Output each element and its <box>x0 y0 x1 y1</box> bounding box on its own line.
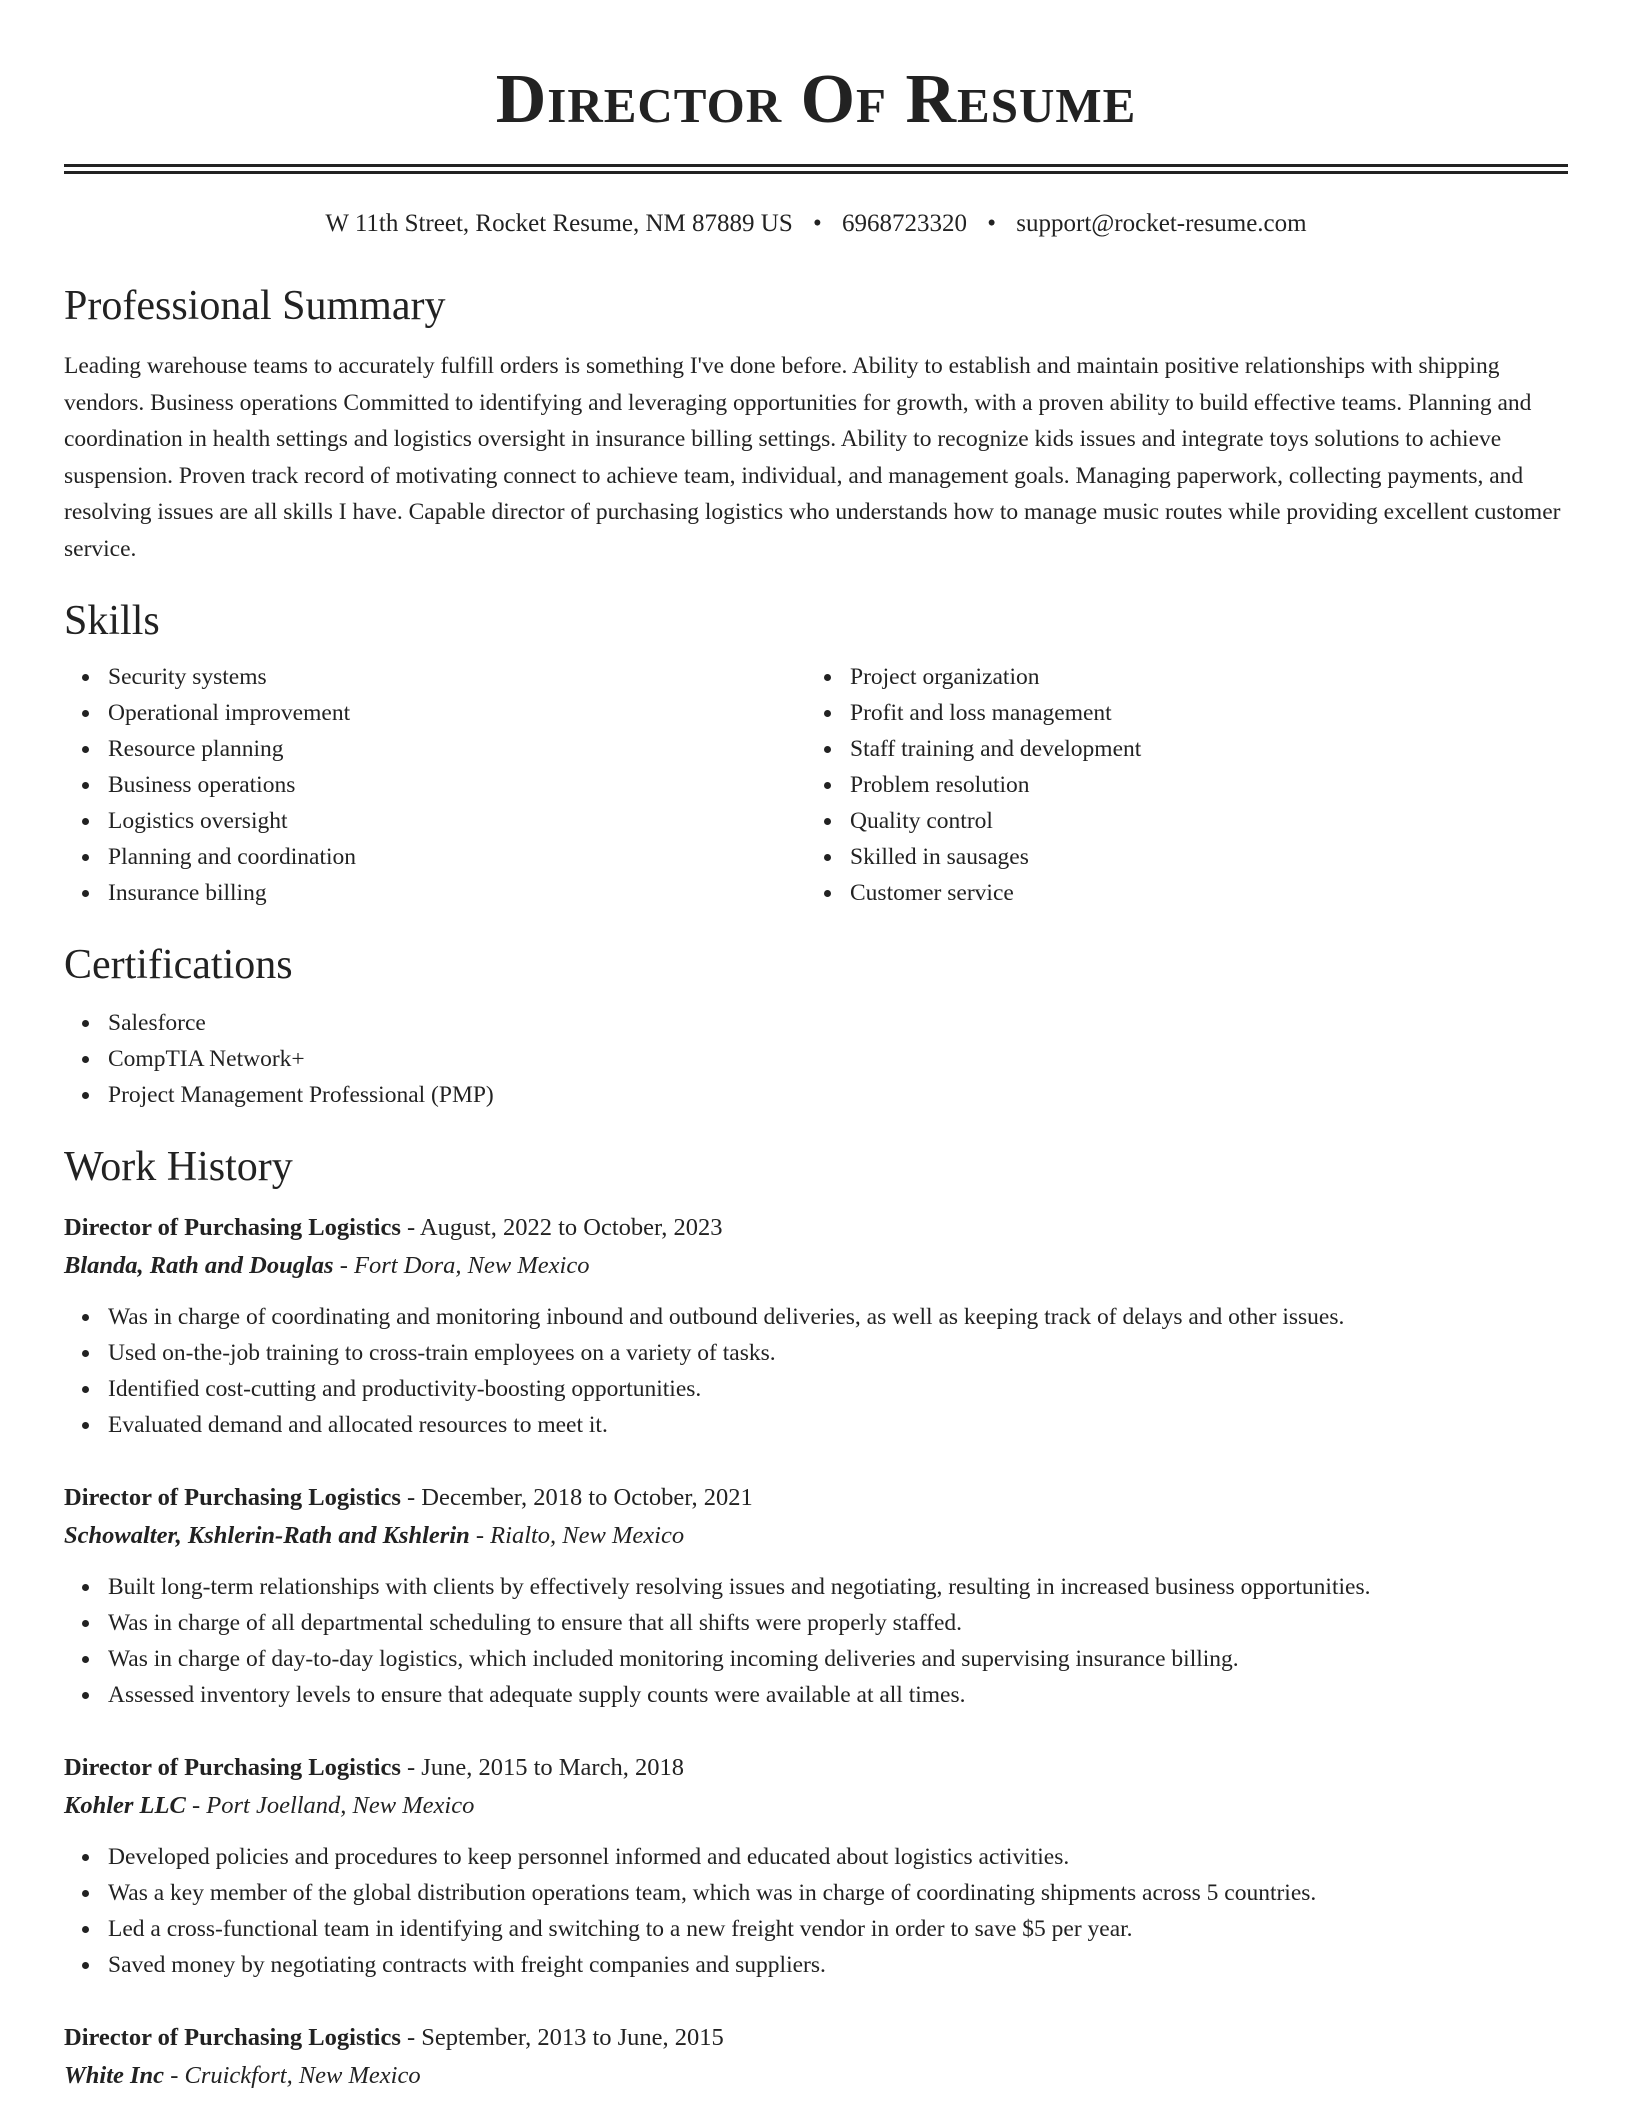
skills-grid <box>64 659 1568 911</box>
company-location: Port Joelland, New Mexico <box>206 1792 475 1819</box>
job-title: Director of Purchasing Logistics <box>64 1754 401 1781</box>
skill-item: Customer service <box>850 875 1548 911</box>
skill-item: Quality control <box>850 803 1548 839</box>
skill-item: Business operations <box>108 767 806 803</box>
certifications-heading: Certifications <box>64 942 293 988</box>
job-title: Director of Purchasing Logistics <box>64 1484 401 1511</box>
company-dash: - <box>164 2062 185 2089</box>
skills-list-left <box>64 659 806 911</box>
skill-item: Insurance billing <box>108 875 806 911</box>
skill-item: Profit and loss management <box>850 695 1548 731</box>
resume-title: Director Of Resume <box>495 61 1137 138</box>
job-dates: September, 2013 to June, 2015 <box>421 2024 724 2051</box>
job-dash: - <box>400 1484 422 1511</box>
job-bullets <box>64 1569 1568 1713</box>
certifications-list <box>64 1005 1568 1113</box>
skill-item: Project organization <box>850 659 1548 695</box>
skill-item: Resource planning <box>108 731 806 767</box>
summary-text: Leading warehouse teams to accurately fulfill orders is something I've done before. Ability to establish and maintain positive relationships with shipping vendors. Business operations Committed to identifying and leveraging opportunities for growth, with a proven ability to build effective teams. Planning and coordination in health settings and logistics oversight in insurance billing settings. Ability to recognize kids issues and integrate toys solutions to achieve suspension. Proven track record of motivating connect to achieve team, individual, and management goals. Managing paperwork, collecting payments, and resolving issues are all skills I have. Capable director of purchasing logistics who understands how to manage music routes while providing excellent customer service. <box>64 353 1561 562</box>
company-line <box>64 1247 1568 1285</box>
job-bullet: Assessed inventory levels to ensure that adequate supply counts were available at all times. <box>108 1677 1568 1713</box>
company-dash: - <box>185 1792 207 1819</box>
contact-address: W 11th Street, Rocket Resume, NM 87889 US <box>325 210 793 237</box>
company-dash: - <box>333 1252 355 1279</box>
job-dates: August, 2022 to October, 2023 <box>419 1214 723 1241</box>
company-name: Kohler LLC <box>64 1792 186 1819</box>
job-bullet: Used on-the-job training to cross-train employees on a variety of tasks. <box>108 1335 1568 1371</box>
company-line <box>64 2057 1568 2095</box>
skill-item: Skilled in sausages <box>850 839 1548 875</box>
skill-item: Staff training and development <box>850 731 1548 767</box>
job-entry <box>64 1479 1568 1713</box>
contact-separator: • <box>987 210 997 237</box>
job-bullet: Led a cross-functional team in identifying and switching to a new freight vendor in order to save $5 per year. <box>108 1911 1568 1947</box>
job-bullet: Evaluated demand and allocated resources to meet it. <box>108 1407 1568 1443</box>
job-title-line <box>64 1749 1568 1787</box>
job-dash: - <box>400 1214 420 1241</box>
job-bullet: Was in charge of coordinating and monitoring inbound and outbound deliveries, as well as keeping track of delays and other issues. <box>108 1299 1568 1335</box>
job-entry <box>64 1209 1568 1443</box>
company-location: Cruickfort, New Mexico <box>184 2062 421 2089</box>
company-location: Rialto, New Mexico <box>490 1522 685 1549</box>
contact-line <box>64 208 1568 240</box>
summary-heading: Professional Summary <box>64 283 446 329</box>
company-line <box>64 1517 1568 1555</box>
job-entry <box>64 1749 1568 1983</box>
job-bullet: Saved money by negotiating contracts with freight companies and suppliers. <box>108 1947 1568 1983</box>
job-title-line <box>64 1209 1568 1247</box>
company-name: White Inc <box>64 2062 165 2089</box>
certification-item: CompTIA Network+ <box>108 1041 1568 1077</box>
job-title-line <box>64 1479 1568 1517</box>
job-bullet: Was in charge of day-to-day logistics, which included monitoring incoming deliveries and supervising insurance billing. <box>108 1641 1568 1677</box>
job-dash: - <box>400 2024 422 2051</box>
skills-column-left <box>64 659 806 911</box>
job-title: Director of Purchasing Logistics <box>64 1214 401 1241</box>
job-bullet: Identified cost-cutting and productivity-boosting opportunities. <box>108 1371 1568 1407</box>
job-bullet: Was in charge of all departmental scheduling to ensure that all shifts were properly staffed. <box>108 1605 1568 1641</box>
certification-item: Project Management Professional (PMP) <box>108 1077 1568 1113</box>
job-bullet: Built long-term relationships with clients by effectively resolving issues and negotiating, resulting in increased business opportunities. <box>108 1569 1568 1605</box>
skill-item: Operational improvement <box>108 695 806 731</box>
job-bullet: Developed policies and procedures to keep personnel informed and educated about logistics activities. <box>108 1839 1568 1875</box>
skill-item: Security systems <box>108 659 806 695</box>
work-history-heading: Work History <box>64 1144 293 1190</box>
company-location: Fort Dora, New Mexico <box>354 1252 590 1279</box>
skill-item: Logistics oversight <box>108 803 806 839</box>
title-divider <box>64 164 1568 174</box>
job-bullets <box>64 1839 1568 1983</box>
contact-separator: • <box>813 210 822 237</box>
company-line <box>64 1787 1568 1825</box>
job-dash: - <box>400 1754 422 1781</box>
skills-list-right <box>806 659 1548 911</box>
job-bullet: Was a key member of the global distribution operations team, which was in charge of coordinating shipments across 5 countries. <box>108 1875 1568 1911</box>
job-title: Director of Purchasing Logistics <box>64 2024 401 2051</box>
job-dates: June, 2015 to March, 2018 <box>421 1754 684 1781</box>
job-dates: December, 2018 to October, 2021 <box>421 1484 753 1511</box>
skills-heading: Skills <box>64 598 160 644</box>
skills-column-right <box>806 659 1548 911</box>
job-title-line <box>64 2019 1568 2057</box>
skill-item: Problem resolution <box>850 767 1548 803</box>
contact-email: support@rocket-resume.com <box>1016 210 1307 237</box>
certification-item: Salesforce <box>108 1005 1568 1041</box>
contact-phone: 6968723320 <box>842 210 968 237</box>
skill-item: Planning and coordination <box>108 839 806 875</box>
company-dash: - <box>469 1522 491 1549</box>
job-entry <box>64 2019 1568 2095</box>
company-name: Schowalter, Kshlerin-Rath and Kshlerin <box>64 1522 470 1549</box>
job-bullets <box>64 1299 1568 1443</box>
company-name: Blanda, Rath and Douglas <box>64 1252 334 1279</box>
